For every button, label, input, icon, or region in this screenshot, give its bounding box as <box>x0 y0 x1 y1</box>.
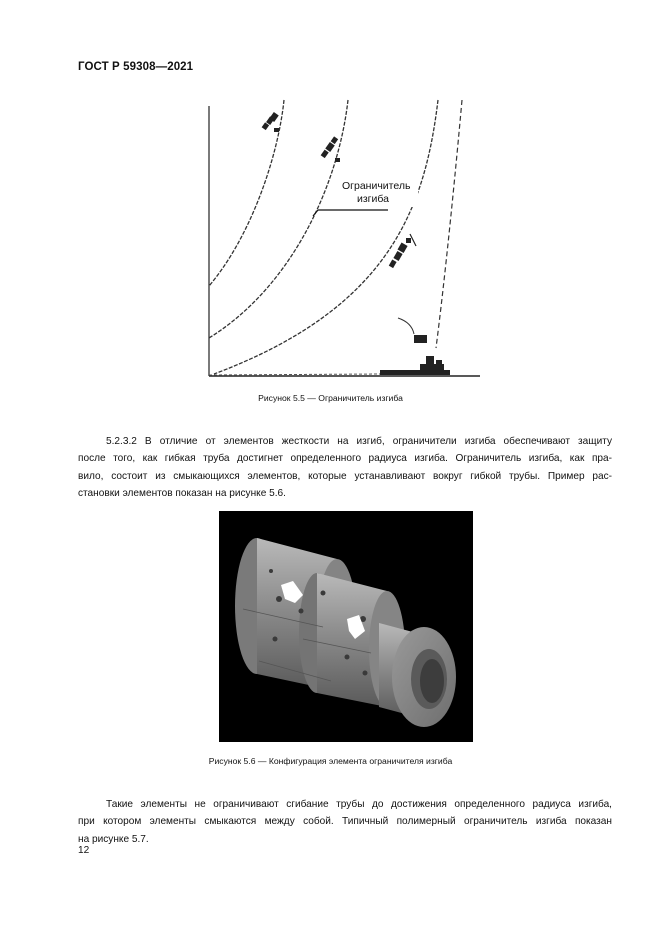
flexible-pipe-curve-4 <box>436 100 462 348</box>
flexible-pipe-curve-3 <box>214 100 438 374</box>
page-number: 12 <box>78 845 90 856</box>
callout-label-line2: изгиба <box>357 193 389 205</box>
figure-5-5-diagram <box>200 98 482 382</box>
paragraph-line: становки элементов показан на рисунке 5.6. <box>78 488 286 500</box>
bend-restrictor-device-1 <box>262 112 279 132</box>
paragraph-line: при котором элементы смыкаются между собой. Типичный полимерный ограничитель изгиба показан <box>78 816 612 828</box>
paragraph-5-2-3-2 <box>78 433 612 503</box>
lifting-cable <box>398 318 414 334</box>
paragraph-line: вило, состоит из смыкающихся элементов, которые устанавливают вокруг гибкой трубы. Пример рас- <box>78 470 612 482</box>
paragraph-elements <box>78 796 612 848</box>
figure-5-6-caption: Рисунок 5.6 — Конфигурация элемента ограничителя изгиба <box>208 756 453 766</box>
paragraph-line: 5.2.3.2 В отличие от элементов жесткости на изгиб, ограничители изгиба обеспечивают защиту <box>106 436 612 447</box>
figure-5-6-render <box>219 511 473 742</box>
figure-5-5-caption: Рисунок 5.5 — Ограничитель изгиба <box>258 393 403 403</box>
paragraph-line: на рисунке 5.7. <box>78 833 149 845</box>
suspended-module <box>414 335 427 343</box>
paragraph-line: Такие элементы не ограничивают сгибание трубы до достижения определенного радиуса изгиба, <box>106 799 612 810</box>
callout-label-line1: Ограничитель <box>342 180 411 192</box>
bend-restrictor-device-3 <box>389 234 416 268</box>
bend-restrictor-device-2 <box>321 136 340 162</box>
seabed-equipment <box>380 356 450 375</box>
flexible-pipe-curve-1 <box>209 100 284 286</box>
paragraph-line: после того, как гибкая труба достигнет определенного радиуса изгиба. Ограничитель изгиба, как пра- <box>78 453 612 465</box>
document-header: ГОСТ Р 59308—2021 <box>78 61 194 73</box>
